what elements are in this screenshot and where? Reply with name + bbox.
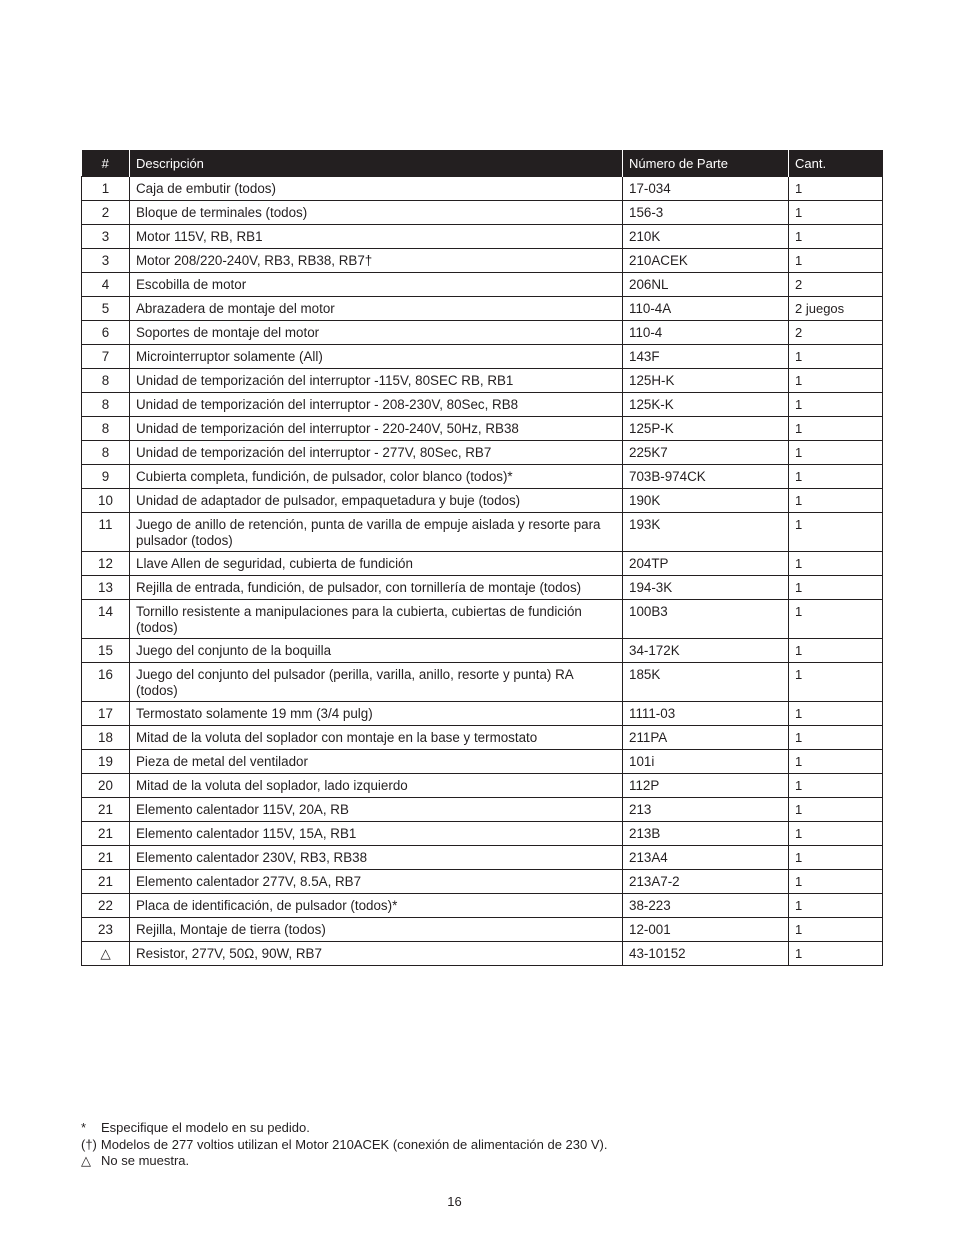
description-cell: Juego del conjunto de la boquilla [130,639,623,663]
footnote-triangle [81,1153,607,1170]
description-cell: Resistor, 277V, 50Ω, 90W, RB7 [130,942,623,966]
table-row [82,489,883,513]
item-number-cell: 1 [82,177,130,201]
description-cell: Unidad de temporización del interruptor - 277V, 80Sec, RB7 [130,441,623,465]
item-number-cell: 22 [82,894,130,918]
description-cell: Abrazadera de montaje del motor [130,297,623,321]
part-number-cell: 190K [623,489,789,513]
table-row [82,321,883,345]
item-number-cell: 8 [82,393,130,417]
description-cell: Elemento calentador 230V, RB3, RB38 [130,846,623,870]
part-number-cell: 101i [623,750,789,774]
description-cell: Elemento calentador 115V, 20A, RB [130,798,623,822]
quantity-cell: 1 [789,726,883,750]
description-cell: Juego de anillo de retención, punta de varilla de empuje aislada y resorte para pulsador (todos) [130,513,623,552]
part-number-cell: 156-3 [623,201,789,225]
part-number-cell: 112P [623,774,789,798]
description-cell: Rejilla de entrada, fundición, de pulsador, con tornillería de montaje (todos) [130,576,623,600]
description-cell: Juego del conjunto del pulsador (perilla, varilla, anillo, resorte y punta) RA (todos) [130,663,623,702]
footnote-asterisk [81,1120,607,1137]
part-number-cell: 38-223 [623,894,789,918]
part-number-cell: 703B-974CK [623,465,789,489]
description-cell: Unidad de temporización del interruptor -115V, 80SEC RB, RB1 [130,369,623,393]
triangle-icon: △ [82,942,130,966]
footnote-text: No se muestra. [101,1153,190,1168]
quantity-cell: 1 [789,441,883,465]
header-description: Descripción [130,150,623,177]
table-row [82,465,883,489]
quantity-cell: 2 [789,273,883,297]
description-cell: Mitad de la voluta del soplador, lado izquierdo [130,774,623,798]
description-cell: Rejilla, Montaje de tierra (todos) [130,918,623,942]
header-number: # [82,150,130,177]
part-number-cell: 12-001 [623,918,789,942]
quantity-cell: 1 [789,513,883,552]
part-number-cell: 125K-K [623,393,789,417]
quantity-cell: 1 [789,600,883,639]
item-number-cell: 10 [82,489,130,513]
part-number-cell: 194-3K [623,576,789,600]
quantity-cell: 1 [789,750,883,774]
description-cell: Motor 208/220-240V, RB3, RB38, RB7† [130,249,623,273]
quantity-cell: 1 [789,702,883,726]
table-row [82,750,883,774]
description-cell: Tornillo resistente a manipulaciones para la cubierta, cubiertas de fundición (todos) [130,600,623,639]
quantity-cell: 1 [789,918,883,942]
table-row [82,576,883,600]
table-row [82,942,883,966]
quantity-cell: 1 [789,369,883,393]
table-row [82,441,883,465]
quantity-cell: 1 [789,798,883,822]
footnote-text: Modelos de 277 voltios utilizan el Motor 210ACEK (conexión de alimentación de 230 V). [100,1136,608,1152]
item-number-cell: 21 [82,798,130,822]
item-number-cell: 8 [82,417,130,441]
table-row [82,918,883,942]
quantity-cell: 1 [789,942,883,966]
description-cell: Placa de identificación, de pulsador (todos)* [130,894,623,918]
table-row [82,870,883,894]
table-row [82,702,883,726]
item-number-cell: 21 [82,822,130,846]
part-number-cell: 225K7 [623,441,789,465]
description-cell: Soportes de montaje del motor [130,321,623,345]
item-number-cell: 8 [82,369,130,393]
part-number-cell: 213A7-2 [623,870,789,894]
part-number-cell: 193K [623,513,789,552]
item-number-cell: 3 [82,225,130,249]
quantity-cell: 1 [789,846,883,870]
description-cell: Unidad de temporización del interruptor - 208-230V, 80Sec, RB8 [130,393,623,417]
header-quantity: Cant. [789,150,883,177]
description-cell: Elemento calentador 115V, 15A, RB1 [130,822,623,846]
description-cell: Unidad de temporización del interruptor - 220-240V, 50Hz, RB38 [130,417,623,441]
item-number-cell: 5 [82,297,130,321]
quantity-cell: 1 [789,465,883,489]
quantity-cell: 1 [789,822,883,846]
quantity-cell: 1 [789,345,883,369]
quantity-cell: 1 [789,177,883,201]
table-row [82,225,883,249]
quantity-cell: 1 [789,393,883,417]
parts-table [81,150,883,966]
description-cell: Elemento calentador 277V, 8.5A, RB7 [130,870,623,894]
part-number-cell: 110-4 [623,321,789,345]
table-row [82,369,883,393]
item-number-cell: 18 [82,726,130,750]
description-cell: Termostato solamente 19 mm (3/4 pulg) [130,702,623,726]
table-row [82,201,883,225]
header-row [82,150,883,177]
part-number-cell: 206NL [623,273,789,297]
footnote-dagger [81,1137,607,1154]
item-number-cell: 21 [82,870,130,894]
item-number-cell: 17 [82,702,130,726]
description-cell: Escobilla de motor [130,273,623,297]
item-number-cell: 21 [82,846,130,870]
footnote-mark: (†) [81,1136,97,1152]
table-row [82,393,883,417]
part-number-cell: 110-4A [623,297,789,321]
part-number-cell: 204TP [623,552,789,576]
table-row [82,774,883,798]
item-number-cell: 20 [82,774,130,798]
part-number-cell: 213B [623,822,789,846]
footnote-mark: * [81,1120,87,1135]
table-row [82,513,883,552]
item-number-cell: 23 [82,918,130,942]
quantity-cell: 2 juegos [789,297,883,321]
item-number-cell: 8 [82,441,130,465]
table-row [82,297,883,321]
table-row [82,600,883,639]
table-row [82,822,883,846]
item-number-cell: 2 [82,201,130,225]
part-number-cell: 100B3 [623,600,789,639]
quantity-cell: 1 [789,663,883,702]
quantity-cell: 1 [789,225,883,249]
quantity-cell: 1 [789,201,883,225]
quantity-cell: 1 [789,552,883,576]
table-row [82,726,883,750]
description-cell: Microinterruptor solamente (All) [130,345,623,369]
part-number-cell: 143F [623,345,789,369]
quantity-cell: 1 [789,417,883,441]
item-number-cell: 3 [82,249,130,273]
table-row [82,552,883,576]
item-number-cell: 15 [82,639,130,663]
part-number-cell: 125H-K [623,369,789,393]
item-number-cell: 16 [82,663,130,702]
table-row [82,417,883,441]
quantity-cell: 1 [789,639,883,663]
part-number-cell: 43-10152 [623,942,789,966]
description-cell: Cubierta completa, fundición, de pulsador, color blanco (todos)* [130,465,623,489]
triangle-icon: △ [81,1153,91,1168]
quantity-cell: 1 [789,249,883,273]
table-row [82,846,883,870]
item-number-cell: 13 [82,576,130,600]
page-number: 16 [447,1194,462,1209]
table-row [82,894,883,918]
table-row [82,273,883,297]
quantity-cell: 1 [789,489,883,513]
part-number-cell: 185K [623,663,789,702]
part-number-cell: 213 [623,798,789,822]
quantity-cell: 1 [789,870,883,894]
item-number-cell: 9 [82,465,130,489]
quantity-cell: 1 [789,894,883,918]
description-cell: Motor 115V, RB, RB1 [130,225,623,249]
item-number-cell: 19 [82,750,130,774]
part-number-cell: 210K [623,225,789,249]
header-part-number: Número de Parte [623,150,789,177]
description-cell: Llave Allen de seguridad, cubierta de fundición [130,552,623,576]
parts-table-header [82,150,883,177]
description-cell: Pieza de metal del ventilador [130,750,623,774]
parts-table-body [82,177,883,966]
quantity-cell: 1 [789,774,883,798]
part-number-cell: 1111-03 [623,702,789,726]
part-number-cell: 213A4 [623,846,789,870]
table-row [82,345,883,369]
quantity-cell: 1 [789,576,883,600]
item-number-cell: 7 [82,345,130,369]
description-cell: Caja de embutir (todos) [130,177,623,201]
table-row [82,249,883,273]
description-cell: Unidad de adaptador de pulsador, empaquetadura y buje (todos) [130,489,623,513]
item-number-cell: 6 [82,321,130,345]
part-number-cell: 211PA [623,726,789,750]
part-number-cell: 34-172K [623,639,789,663]
part-number-cell: 17-034 [623,177,789,201]
item-number-cell: 12 [82,552,130,576]
table-row [82,177,883,201]
description-cell: Bloque de terminales (todos) [130,201,623,225]
footnote-text: Especifique el modelo en su pedido. [101,1120,310,1135]
part-number-cell: 210ACEK [623,249,789,273]
item-number-cell: 14 [82,600,130,639]
description-cell: Mitad de la voluta del soplador con montaje en la base y termostato [130,726,623,750]
item-number-cell: 11 [82,513,130,552]
footnotes [81,1120,607,1170]
table-row [82,663,883,702]
table-row [82,639,883,663]
table-row [82,798,883,822]
quantity-cell: 2 [789,321,883,345]
part-number-cell: 125P-K [623,417,789,441]
item-number-cell: 4 [82,273,130,297]
